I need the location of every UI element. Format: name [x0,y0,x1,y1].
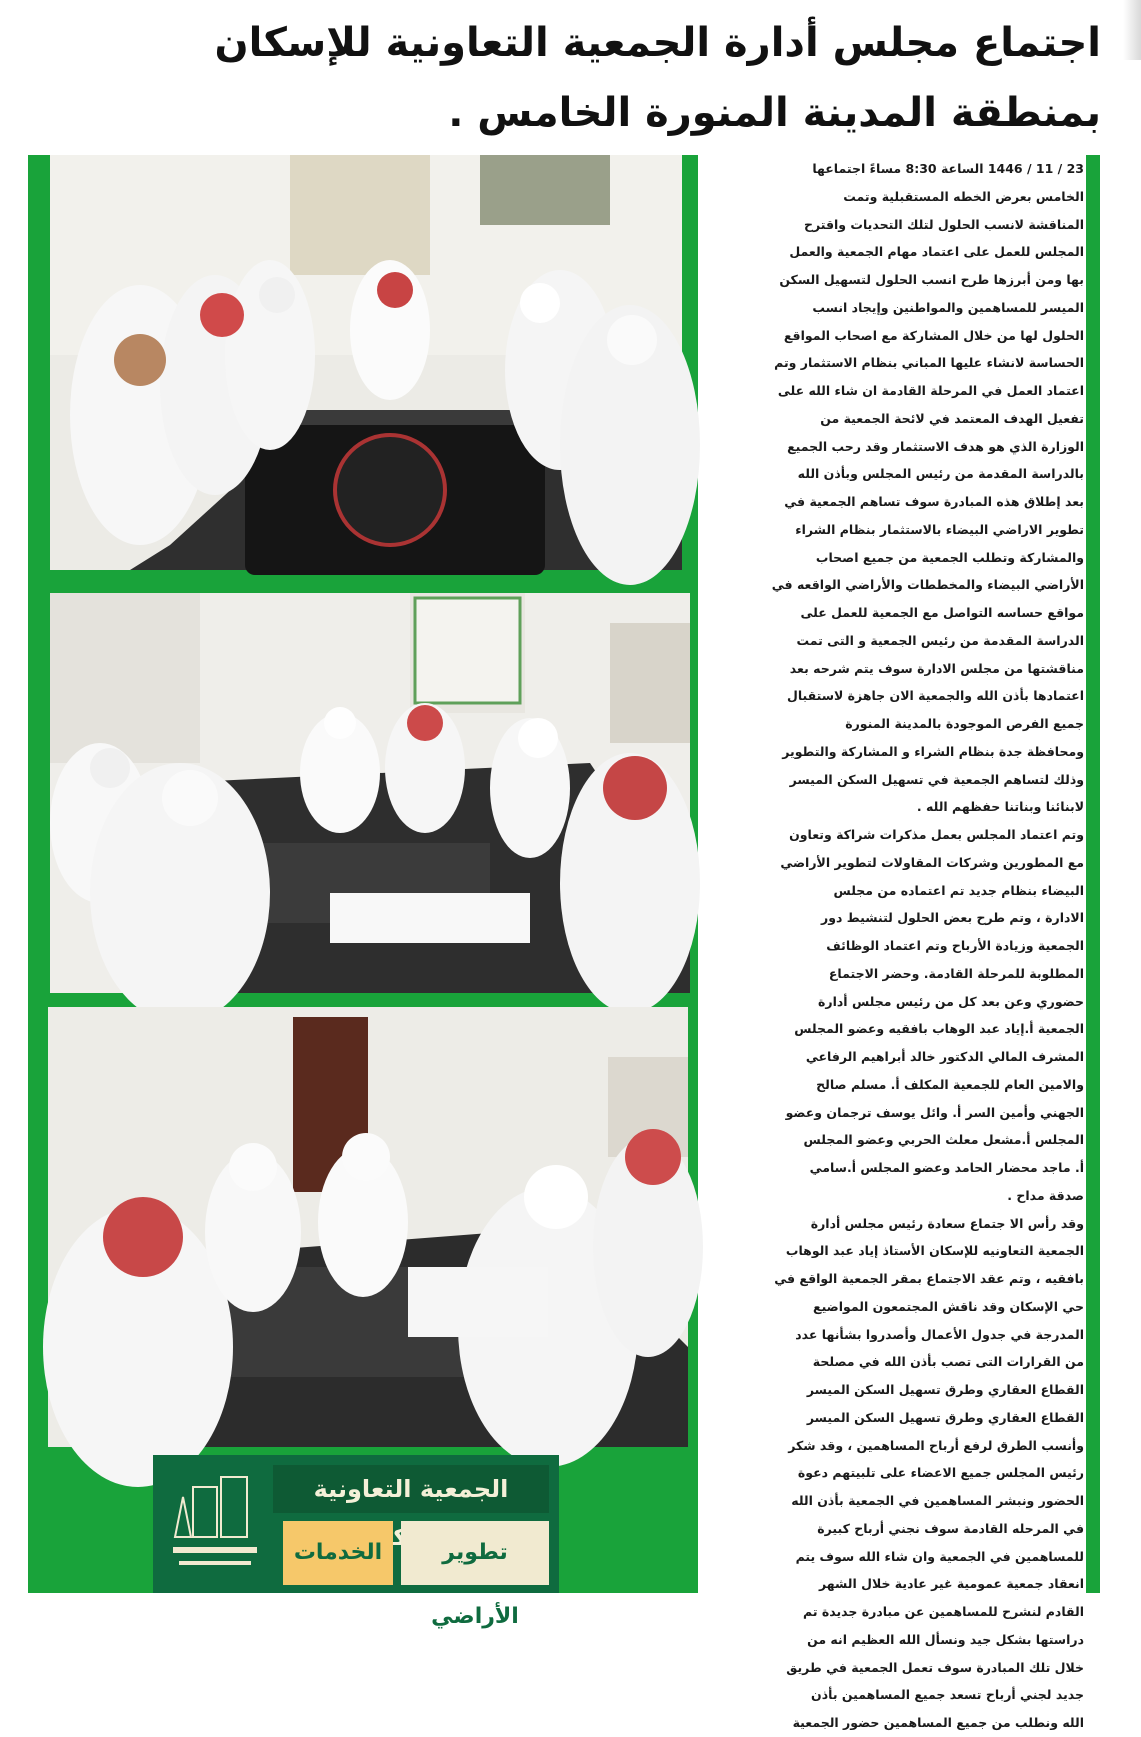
article-line: الادارة ، وتم طرح بعض الحلول لتنشيط دور [821,910,1084,926]
article-line: حضوري وعن بعد كل من رئيس مجلس أدارة [818,993,1084,1009]
article-line: للمساهمين في الجمعية وان شاء الله سوف يتم [795,1548,1084,1564]
article-line: دراستها بشكل جيد ونسأل الله العظيم انه من [807,1631,1084,1647]
article-line: المطلوبة للمرحلة القادمة. وحضر الاجتماع [828,965,1084,981]
article-line: وقد رأس الا جتماع سعادة رئيس مجلس أدارة [810,1215,1084,1231]
article-line: الجهني وأمين السر أ. وائل يوسف ترجمان وعضو [785,1104,1084,1120]
article-line: المشرف المالي الدكتور خالد أبراهيم الرفاعي [805,1049,1084,1064]
article-card [28,155,1100,1730]
article-line: صدقة مداح . [1007,1187,1084,1203]
article-line: تفعيل الهدف المعتمد في لائحة الجمعية من [820,410,1084,426]
article-line: القادم لنشرح للمساهمين عن مبادرة جديدة تم [803,1604,1084,1619]
article-line: من القرارات التى تصب بأذن الله في مصلحة [812,1354,1084,1370]
article-body [710,155,1084,1730]
article-line: الخامس بعرض الخطه المستقبلية وتمت [843,188,1084,204]
article-line: الحلول لها من خلال المشاركة مع اصحاب المواقع [783,327,1084,343]
article-line: مواقع حساسه التواصل مع الجمعية للعمل على [800,605,1084,620]
article-line: في المرحله القادمة سوف نجني أرباح كبيرة [817,1520,1084,1536]
meeting-photo-3 [48,1007,688,1447]
article-line: الحساسة لانشاء عليها المباني بنظام الاستثمار وتم [774,355,1084,371]
banner-box-services: الخدمات [283,1521,393,1585]
article-line: الجمعية أ.إياد عبد الوهاب بافقيه وعضو المجلس [794,1021,1084,1037]
article-line: القطاع العقاري وطرق تسهيل السكن الميسر [806,1382,1084,1397]
article-line: ومحافظة جدة بنظام الشراء و المشاركة والتطوير [782,743,1084,759]
article-line: بها ومن أبرزها طرح انسب الحلول لتسهيل السكن [779,272,1084,287]
article-line: الجمعية وزيادة الأرباح وتم اعتماد الوظائف [826,938,1084,953]
article-line: وذلك لتساهم الجمعية في تسهيل السكن الميسر [789,771,1084,787]
article-line: بعد إطلاق هذه المبادرة سوف تساهم الجمعية في [784,494,1084,509]
page-edge-shadow [1123,0,1141,60]
article-line: رئيس المجلس جميع الاعضاء على تلبيتهم دعوة [797,1465,1084,1481]
article-line: المدرجة في جدول الأعمال وأصدروا بشأنها عدد [795,1326,1084,1342]
article-line: والامين العام للجمعية المكلف أ. مسلم صالح [816,1076,1084,1092]
article-line: الأراضي البيضاء والمخططات والأراضي الواقعه في [771,577,1084,593]
article-line: القطاع العقاري وطرق تسهيل السكن الميسر [806,1409,1084,1425]
article-line: اعتماد العمل في المرحلة القادمة ان شاء الله على [777,383,1084,398]
article-line: وأنسب الطرق لرفع أرباح المساهمين ، وقد شكر [788,1437,1084,1453]
article-line: المجلس للعمل على اعتماد مهام الجمعية والعمل [789,244,1084,260]
article-line: الدراسة المقدمة من رئيس الجمعية و التى تمت [796,632,1084,648]
article-line: مع المطورين وشركات المقاولات لتطوير الأراضي [780,854,1084,870]
article-line: تطوير الاراضي البيضاء بالاستثمار بنظام الشراء [795,521,1084,537]
article-line: لابنائنا وبناتنا حفظهم الله . [916,799,1084,815]
article-line: بافقيه ، وتم عقد الاجتماع بمقر الجمعية الواقع في [774,1271,1084,1286]
article-line: خلال تلك المبادرة سوف تعمل الجمعية في طريق [786,1659,1084,1675]
association-logo-icon [163,1467,267,1585]
meeting-photo-2 [50,593,690,993]
article-line: 23 / 11 / 1446 الساعة 8:30 مساءً اجتماعها [812,161,1084,176]
article-line: أ. ماجد محضار الحامد وعضو المجلس أ.سامي [809,1160,1084,1175]
article-line: الجمعية التعاونيه للإسكان الأستاذ إياد عبد الوهاب [785,1243,1084,1259]
article-line: البيضاء بنظام جديد تم اعتماده من مجلس [833,882,1084,898]
article-line: المجلس أ.مشعل معلث الحربي وعضو المجلس [803,1132,1084,1148]
banner-box-land-development: تطوير الأراضي [401,1521,549,1585]
meeting-photo-1 [50,155,682,570]
headline-line-2: بمنطقة المدينة المنورة الخامس . [448,90,1101,136]
article-line: الله ونطلب من جميع المساهمين حضور الجمعية [792,1715,1084,1730]
banner-title: الجمعية التعاونية [273,1465,549,1513]
association-banner [153,1455,559,1629]
article-line: الحضور ونبشر المساهمين في الجمعية بأذن الله [791,1493,1084,1508]
article-line: جميع الفرص الموجودة بالمدينة المنورة [845,716,1084,731]
headline-line-1: اجتماع مجلس أدارة الجمعية التعاونية للإسكان [214,20,1101,66]
article-line: بالدراسة المقدمة من رئيس المجلس وبأذن الله [797,466,1084,482]
article-line: جديد لجني أرباح تسعد جميع المساهمين بأذن [811,1687,1084,1703]
article-line: المناقشة لانسب الحلول لتلك التحديات واقترح [803,216,1084,232]
article-line: الوزارة الذي هو هدف الاستثمار وقد رحب الجميع [787,438,1084,454]
article-line: الميسر للمساهمين والمواطنين وإيجاد انسب [812,299,1084,315]
article-line: اعتمادها بأذن الله والجمعية الان جاهزة لاستقبال [786,688,1084,704]
article-line: انعقاد جمعية عمومية غير عادية خلال الشهر [819,1576,1084,1592]
headline [20,8,1101,148]
article-line: مناقشتها من مجلس الادارة سوف يتم شرحه بعد [789,660,1084,676]
article-line: وتم اعتماد المجلس بعمل مذكرات شراكة وتعاون [789,827,1084,842]
article-line: حي الإسكان وقد ناقش المجتمعون المواضيع [813,1298,1084,1314]
card-right-border [1086,155,1100,1593]
article-line: والمشاركة وتطلب الجمعية من جميع اصحاب [815,549,1084,565]
